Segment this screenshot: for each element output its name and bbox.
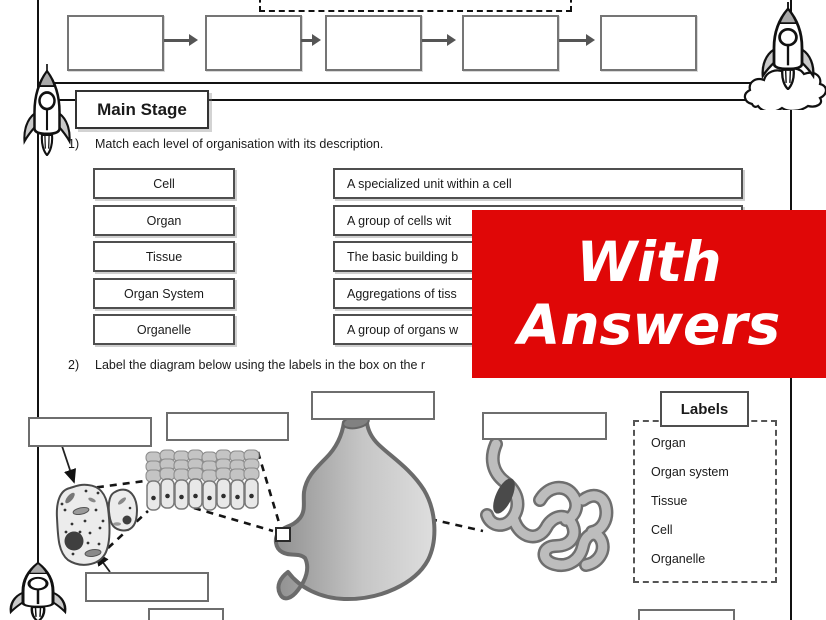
q2-number: 2) [68, 358, 80, 372]
term-label: Tissue [145, 249, 183, 264]
labels-item-organelle: Organelle [651, 552, 706, 566]
rocket-icon [8, 558, 68, 620]
overlay-line1: With [576, 229, 722, 294]
flowchart-box-4 [462, 15, 559, 71]
diagram-answer-box-tissue [166, 412, 289, 441]
with-answers-overlay [472, 210, 826, 378]
match-term-organ-system [93, 278, 235, 309]
diagram-answer-box-organ-system [482, 412, 607, 440]
diagram-answer-box-cell [85, 572, 209, 602]
labels-item-organ-system: Organ system [651, 465, 729, 479]
term-label: Cell [153, 176, 175, 191]
cell-drawing [57, 485, 110, 565]
flowchart-box-2 [205, 15, 302, 71]
description-label: A specialized unit within a cell [347, 176, 512, 191]
labels-panel [633, 420, 777, 583]
bottom-cut-box-right [638, 609, 735, 620]
labels-title-text: Labels [680, 400, 729, 418]
description-label: A group of organs w [347, 322, 459, 337]
labels-item-tissue: Tissue [651, 494, 688, 508]
match-term-tissue [93, 241, 235, 272]
stomach-zoom-square [276, 528, 290, 541]
rocket-icon [22, 64, 72, 156]
diagram-answer-box-organelle [28, 417, 152, 447]
overlay-line2: Answers [517, 293, 781, 357]
term-label: Organ [146, 213, 182, 228]
description-label: A group of cells wit [347, 213, 452, 228]
description-label: The basic building b [347, 249, 459, 264]
flowchart-box-5 [600, 15, 697, 71]
term-label: Organ System [124, 286, 204, 301]
match-term-organ [93, 205, 235, 236]
diagram-answer-box-organ [311, 391, 435, 420]
q1-number: 1) [68, 137, 80, 151]
main-stage-title: Main Stage [97, 99, 187, 119]
small-cell-drawing [109, 490, 137, 531]
top-rule-1 [38, 82, 791, 84]
match-term-organelle [93, 314, 235, 345]
main-stage-heading [75, 90, 209, 129]
labels-item-organ: Organ [651, 436, 686, 450]
labels-panel-title [660, 391, 749, 427]
flowchart-arrow-icon [164, 39, 190, 42]
labels-item-cell: Cell [651, 523, 673, 537]
flowchart-arrow-icon [559, 39, 587, 42]
flowchart-dashed-box [259, 0, 572, 12]
description-label: Aggregations of tiss [347, 286, 457, 301]
rocket-icon [760, 2, 816, 90]
flowchart-box-1 [67, 15, 164, 71]
q1-text: Match each level of organisation with its description. [95, 137, 384, 151]
q2-text: Label the diagram below using the labels in the box on the r [95, 358, 426, 372]
match-term-cell [93, 168, 235, 199]
flowchart-arrow-icon [301, 39, 313, 42]
term-label: Organelle [136, 322, 192, 337]
flowchart-box-3 [325, 15, 422, 71]
digestive-system-drawing [487, 444, 606, 565]
flowchart-arrow-icon [422, 39, 448, 42]
stomach-drawing [276, 414, 435, 599]
bottom-cut-box-left [148, 608, 224, 620]
tissue-drawing [146, 450, 259, 510]
match-description-1 [333, 168, 743, 199]
